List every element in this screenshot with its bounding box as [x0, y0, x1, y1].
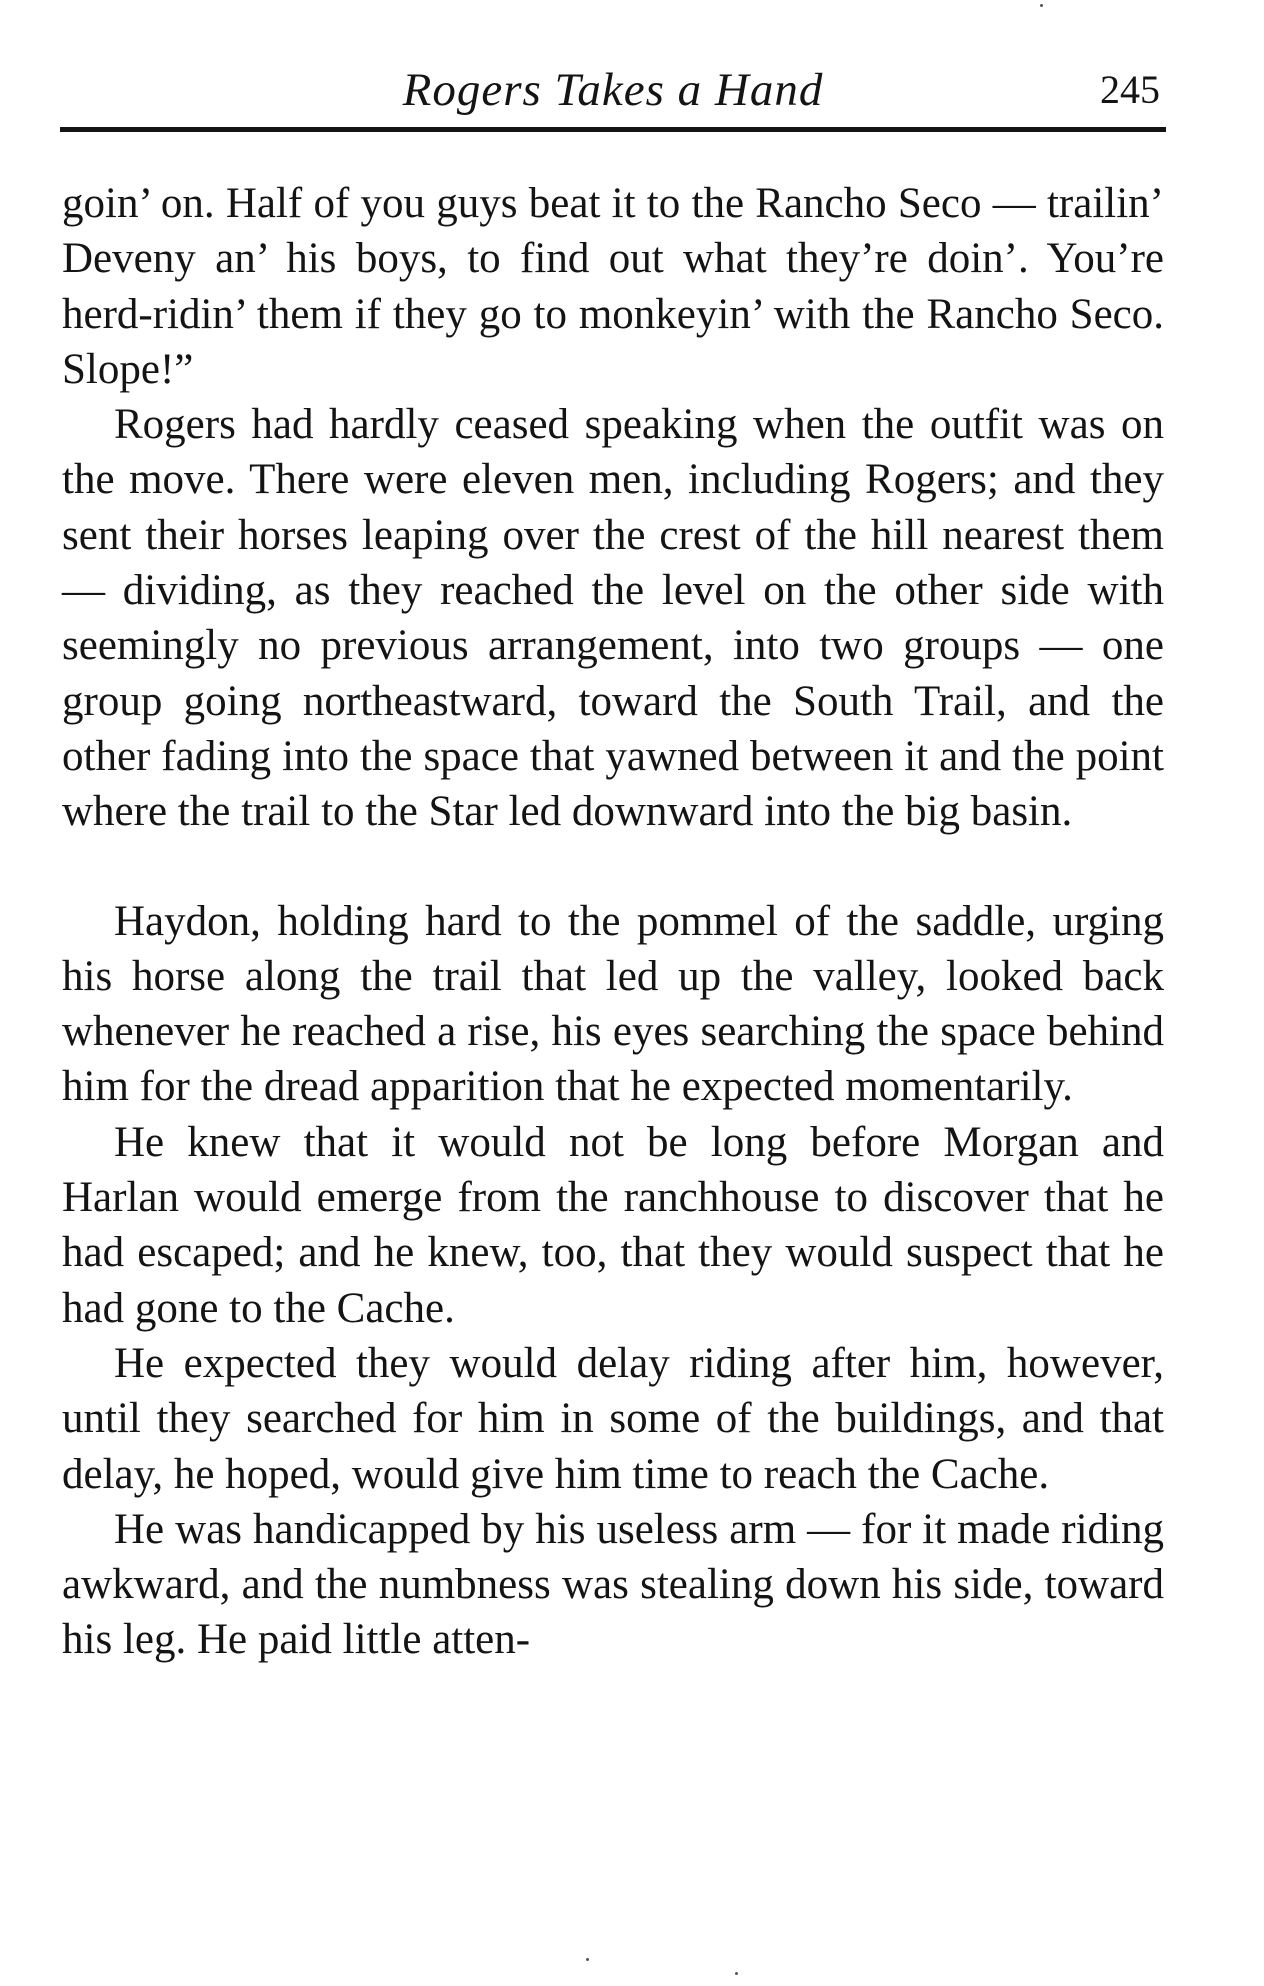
header-rule: [60, 127, 1166, 132]
section-break: [62, 840, 1164, 894]
paragraph: Haydon, holding hard to the pommel of the saddle, urging his horse along the trail that led up the valley, looked back whenever he reached a rise, his eyes searching the space behind him for the dread apparition that he expected momentarily.: [62, 897, 1164, 1111]
paper-speck: [1040, 4, 1043, 7]
paragraph: goin’ on. Half of you guys beat it to the Rancho Seco — trailin’ Deveny an’ his boys, to find out what they’re doin’. You’re herd-ridin’ them if they go to monkeyin’ with the Rancho Seco. Slope!”: [62, 180, 1164, 393]
paper-speck: [586, 1958, 589, 1961]
paragraph: He knew that it would not be long before Morgan and Harlan would emerge from the ranchhouse to discover that he had escaped; and he knew, too, that they would suspect that he had gone to the Cache.: [62, 1118, 1164, 1332]
page-number: 245: [1100, 67, 1160, 112]
paragraph: He expected they would delay riding after him, however, until they searched for him in some of the buildings, and that delay, he hoped, would give him time to reach the Cache.: [62, 1339, 1164, 1498]
body-text: [62, 176, 1164, 1668]
paragraph: Rogers had hardly ceased speaking when the outfit was on the move. There were eleven men, including Rogers; and they sent their horses leaping over the crest of the hill nearest them — dividing, as they reached the level on the other side with seemingly no previous arrangement, into two groups — one group going northeastward, toward the South Trail, and the other fading into the space that yawned between it and the point where the trail to the Star led downward into the big basin.: [62, 401, 1164, 836]
running-title: Rogers Takes a Hand: [402, 64, 824, 116]
running-head: [62, 58, 1164, 122]
paragraph: He was handicapped by his useless arm — for it made riding awkward, and the numbness was stealing down his side, toward his leg. He paid little atten-: [62, 1505, 1164, 1664]
paper-speck: [735, 1972, 738, 1975]
